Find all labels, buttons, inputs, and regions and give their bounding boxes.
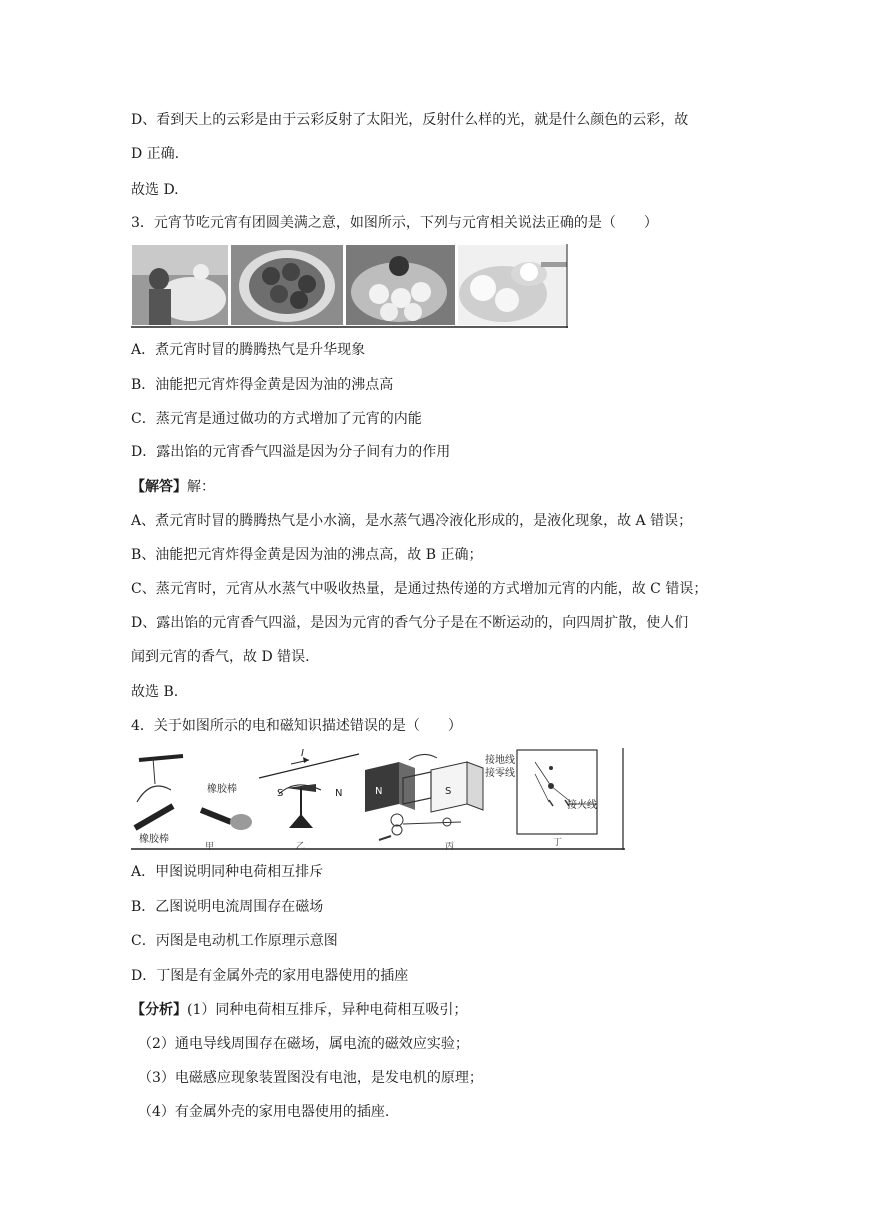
label-yi: 乙 [296, 842, 306, 850]
option-b: B．乙图说明电流周围存在磁场 [131, 899, 324, 915]
question-4-figure [131, 748, 625, 850]
option-c: C．丙图是电动机工作原理示意图 [131, 933, 338, 949]
label-rubber-rod: 橡胶棒 [139, 834, 169, 845]
analysis-point: （4）有金属外壳的家用电器使用的插座. [138, 1104, 390, 1120]
label-rubber-rod: 橡胶棒 [207, 784, 237, 795]
photo-steamer [346, 245, 455, 325]
label-live-wire: 接火线 [567, 800, 597, 811]
photo-fried-yuanxiao [231, 245, 343, 325]
text-line: D、看到天上的云彩是由于云彩反射了太阳光，反射什么样的光，就是什么颜色的云彩，故 [131, 112, 689, 128]
option-a: A．甲图说明同种电荷相互排斥 [131, 864, 324, 880]
photo-steam [132, 245, 228, 325]
option-a: A．煮元宵时冒的腾腾热气是升华现象 [131, 342, 366, 358]
label-neutral-wire: 接零线 [485, 768, 515, 779]
explanation-line: C、蒸元宵时，元宵从水蒸气中吸收热量，是通过热传递的方式增加元宵的内能，故 C 错误； [131, 581, 708, 597]
explanation-line: A、煮元宵时冒的腾腾热气是小水滴，是水蒸气遇冷液化形成的，是液化现象，故 A 错误； [131, 513, 693, 529]
option-d: D．露出馅的元宵香气四溢是因为分子间有力的作用 [131, 444, 451, 460]
label-ding: 丁 [553, 838, 563, 848]
explanation-line: D、露出馅的元宵香气四溢，是因为元宵的香气分子是在不断运动的，向四周扩散，使人们 [131, 615, 689, 631]
final-choice: 故选 B. [131, 684, 179, 700]
text-line: D 正确. [131, 146, 180, 162]
question-4-stem: 4．关于如图所示的电和磁知识描述错误的是（ ） [131, 718, 462, 734]
option-c: C．蒸元宵是通过做功的方式增加了元宵的内能 [131, 411, 422, 427]
label-current: I [301, 748, 304, 759]
answer-heading [131, 477, 215, 497]
analysis-label: 【分析】 [131, 1002, 187, 1018]
label-s: S [277, 788, 284, 799]
analysis-point: （2）通电导线周围存在磁场，属电流的磁效应实验； [138, 1036, 469, 1052]
analysis-heading [131, 1000, 467, 1020]
question-3-stem: 3．元宵节吃元宵有团圆美满之意，如图所示，下列与元宵相关说法正确的是（ ） [131, 215, 658, 231]
explanation-line: 闻到元宵的香气，故 D 错误. [131, 649, 310, 665]
analysis-point: (1）同种电荷相互排斥，异种电荷相互吸引； [187, 1002, 468, 1018]
explanation-line: B、油能把元宵炸得金黄是因为油的沸点高，故 B 正确； [131, 547, 483, 563]
label-bing: 丙 [445, 842, 455, 850]
text-line: 故选 D. [131, 182, 179, 198]
label-ground-wire: 接地线 [485, 755, 515, 766]
label-jia: 甲 [205, 842, 215, 850]
photo-bowl [458, 245, 567, 325]
answer-label: 【解答】 [131, 479, 187, 495]
analysis-point: （3）电磁感应现象装置图没有电池，是发电机的原理； [138, 1070, 483, 1086]
label-n: N [335, 788, 343, 799]
label-s: S [445, 786, 452, 797]
option-b: B．油能把元宵炸得金黄是因为油的沸点高 [131, 377, 394, 393]
option-d: D．丁图是有金属外壳的家用电器使用的插座 [131, 968, 409, 984]
question-3-figure [131, 244, 568, 328]
label-n: N [375, 786, 383, 797]
answer-intro: 解： [187, 479, 215, 495]
